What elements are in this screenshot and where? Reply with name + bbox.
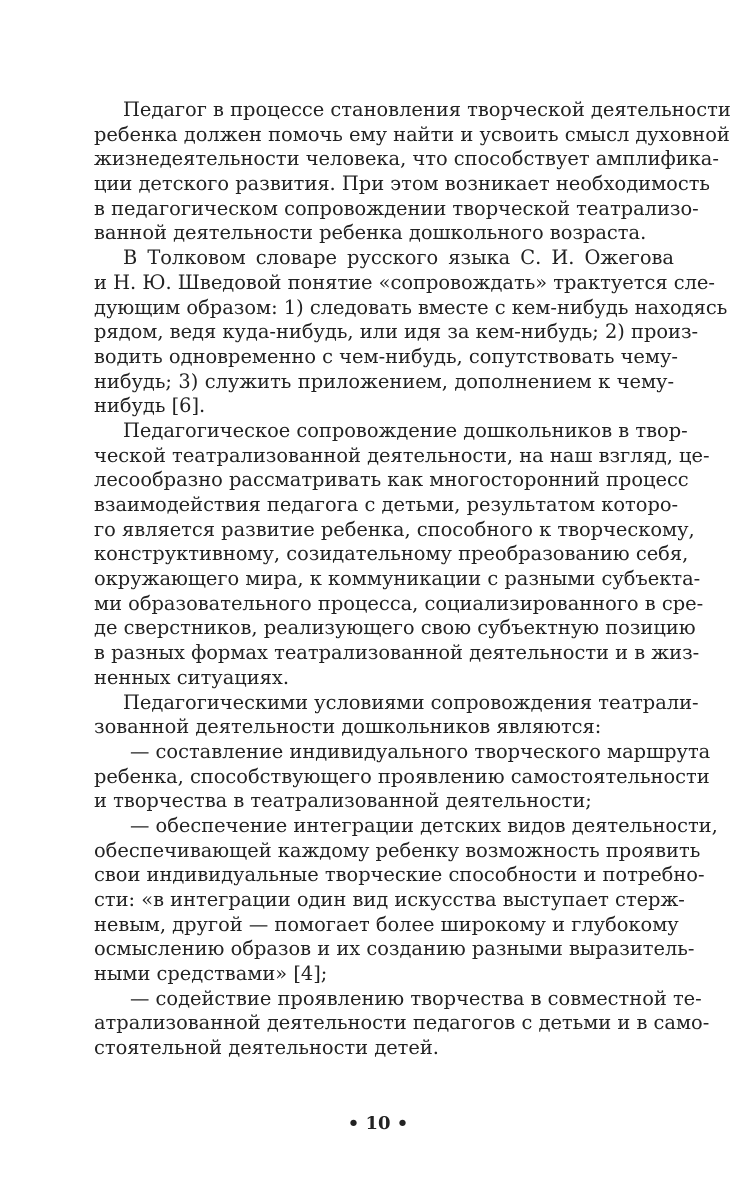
text-line: В Толковом словаре русского языка С. И. Ожегова [123,246,674,270]
text-line: в педагогическом сопровождении творческой театрализо- [94,196,699,220]
paragraph [94,98,731,246]
text-line: Педагогическими условиями сопровождения театрали- [123,690,699,714]
text-line: обеспечивающей каждому ребенку возможность проявить [94,838,701,862]
text-line: — составление индивидуального творческого маршрута [130,739,711,763]
text-line: ными средствами» [4]; [94,962,328,986]
text-line: свои индивидуальные творческие способности и потребно- [94,863,705,887]
text-line: ции детского развития. При этом возникает необходимость [94,172,710,196]
text-line: невым, другой — помогает более широкому и глубокому [94,912,679,936]
text-line: Педагог в процессе становления творческой деятельности [123,98,731,121]
text-line: дующим образом: 1) следовать вместе с кем-нибудь находясь [94,295,728,319]
text-line: атрализованной деятельности педагогов с детьми и в само- [94,1011,710,1035]
paragraph [94,246,728,419]
text-line: зованной деятельности дошкольников являются: [94,715,602,739]
text-line: ванной деятельности ребенка дошкольного возраста. [94,221,647,245]
text-line: стоятельной деятельности детей. [94,1036,439,1060]
list-item [94,986,710,1061]
text-line: Педагогическое сопровождение дошкольников в твор- [123,418,688,442]
text-line: в разных формах театрализованной деятельности и в жиз- [94,641,700,665]
text-line: рядом, ведя куда-нибудь, или идя за кем-нибудь; 2) произ- [94,320,699,344]
text-line: ми образовательного процесса, социализированного в сре- [94,591,704,615]
text-line: и Н. Ю. Шведовой понятие «сопровождать» трактуется сле- [94,270,715,294]
text-line: ненных ситуациях. [94,665,289,689]
text-line: ческой театрализованной деятельности, на наш взгляд, це- [94,443,710,467]
text-line: окружающего мира, к коммуникации с разными субъекта- [94,567,701,591]
text-line: ребенка, способствующего проявлению самостоятельности [94,764,710,788]
text-line: осмыслению образов и их созданию разными выразитель- [94,937,695,961]
text-line: го является развитие ребенка, способного к творческому, [94,517,695,541]
text-line: — содействие проявлению творчества в совместной те- [130,986,702,1010]
page-text [94,98,731,1061]
text-line: водить одновременно с чем-нибудь, сопутствовать чему- [94,344,678,368]
list-item [94,739,711,814]
text-line: взаимодействия педагога с детьми, результатом которо- [94,493,679,516]
text-line: нибудь; 3) служить приложением, дополнением к чему- [94,369,674,393]
text-line: лесообразно рассматривать как многосторонний процесс [94,468,689,492]
paragraph [94,690,699,740]
text-line: де сверстников, реализующего свою субъектную позицию [94,616,696,640]
paragraph [94,418,710,691]
text-line: сти: «в интеграции один вид искусства выступает стерж- [94,888,685,911]
text-line: нибудь [6]. [94,394,206,418]
page-number: • 10 • [347,1113,409,1134]
text-line: конструктивному, созидательному преобразованию себя, [94,542,689,566]
text-line: — обеспечение интеграции детских видов деятельности, [130,813,718,837]
list-item [94,813,718,987]
text-line: ребенка должен помочь ему найти и усвоить смысл духовной [94,122,730,146]
text-line: жизнедеятельности человека, что способствует амплифика- [94,147,719,171]
text-line: и творчества в театрализованной деятельности; [94,789,592,813]
